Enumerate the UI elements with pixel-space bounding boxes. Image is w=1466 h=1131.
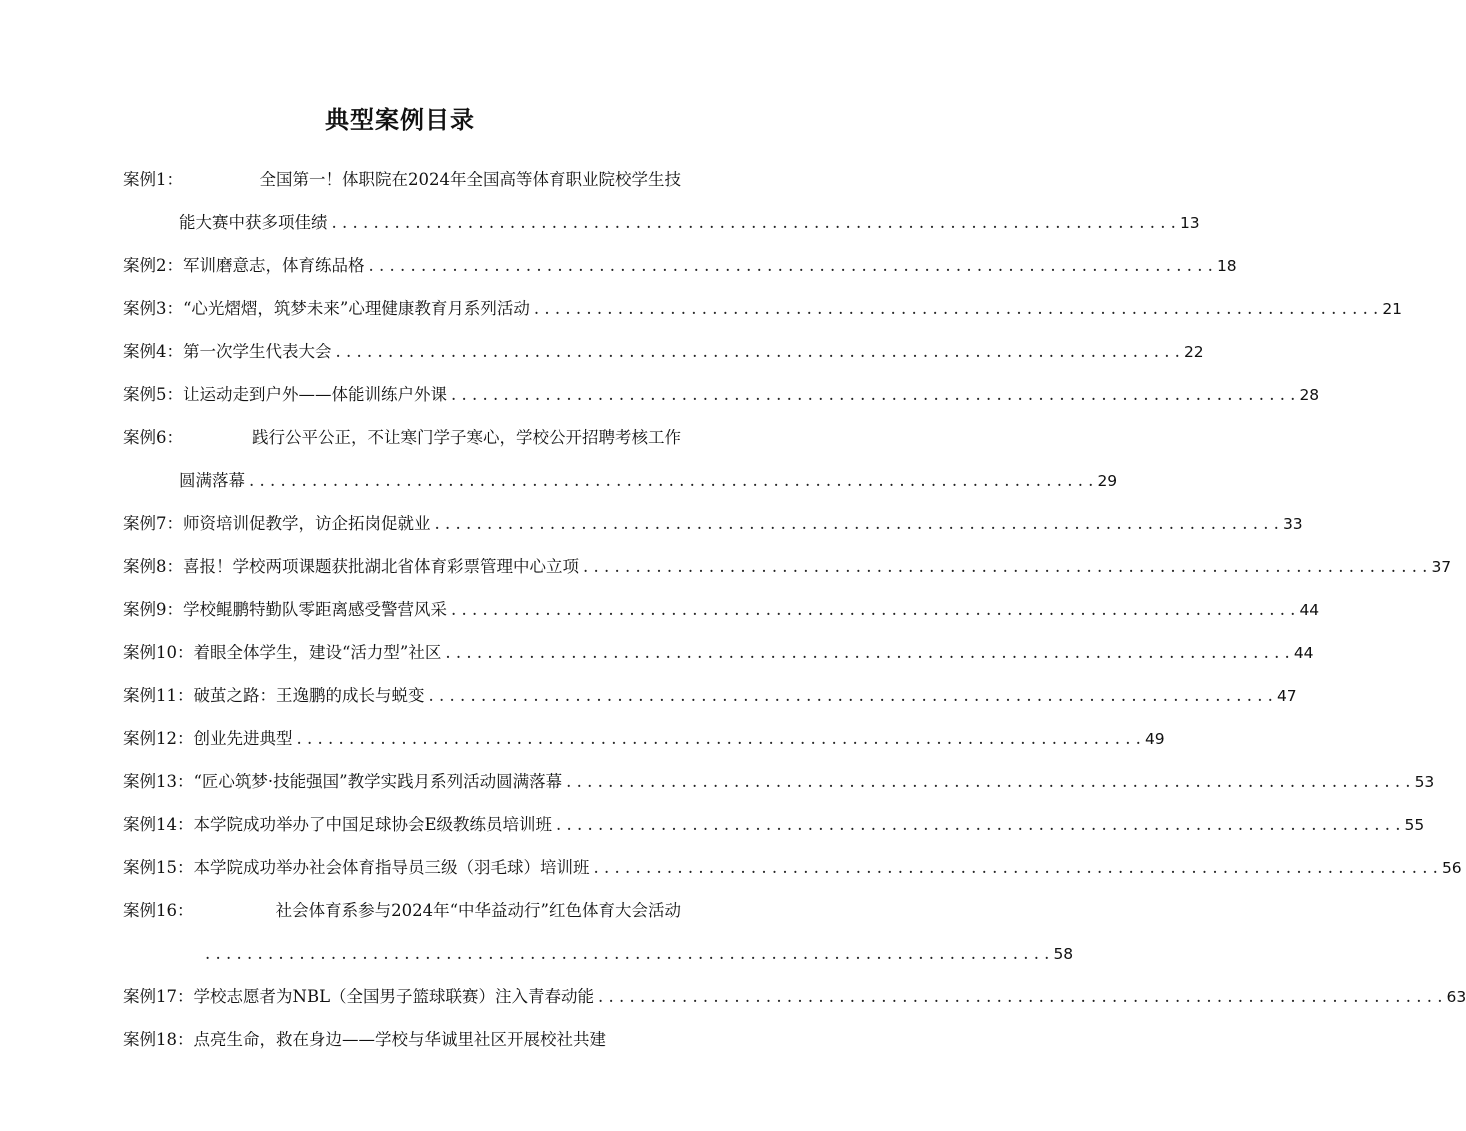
case-title: 让运动走到户外——体能训练户外课 (183, 385, 447, 404)
page-number: 22 (1183, 343, 1204, 361)
case-title: 破茧之路：王逸鹏的成长与蜕变 (193, 686, 425, 705)
dot-leader (552, 810, 1404, 839)
toc-entry-2[interactable] (123, 251, 1237, 280)
page-number: 33 (1282, 515, 1303, 533)
page-number: 53 (1414, 773, 1435, 791)
page-number: 55 (1404, 816, 1425, 834)
toc-entry-13[interactable] (123, 767, 1435, 796)
case-label: 案例16： (123, 901, 194, 920)
page-number: 28 (1299, 386, 1320, 404)
dot-leader (579, 552, 1431, 581)
page-title: 典型案例目录 (325, 106, 475, 134)
page-number: 44 (1299, 601, 1320, 619)
toc-entry-3[interactable] (123, 294, 1403, 323)
toc-entry-7[interactable] (123, 509, 1303, 538)
toc-entry-11[interactable] (123, 681, 1297, 710)
dot-leader (431, 509, 1283, 538)
page-number: 37 (1431, 558, 1452, 576)
case-title: 师资培训促教学，访企拓岗促就业 (183, 514, 431, 533)
case-title: 点亮生命，救在身边——学校与华诚里社区开展校社共建 (193, 1030, 606, 1049)
case-label: 案例12： (123, 729, 194, 748)
case-title: 军训磨意志，体育练品格 (183, 256, 365, 275)
dot-leader (245, 466, 1097, 495)
case-title-cont: 圆满落幕 (179, 471, 245, 490)
toc-entry-6[interactable] (123, 423, 1118, 495)
case-title: 第一次学生代表大会 (183, 342, 332, 361)
toc-entry-16[interactable] (123, 896, 1074, 968)
toc-entry-12[interactable] (123, 724, 1165, 753)
dot-leader (425, 681, 1277, 710)
dot-leader (447, 595, 1299, 624)
case-title: 喜报！学校两项课题获批湖北省体育彩票管理中心立项 (183, 557, 579, 576)
page-number: 13 (1179, 214, 1200, 232)
case-title: 学校鲲鹏特勤队零距离感受警营风采 (183, 600, 447, 619)
dot-leader (201, 939, 1053, 968)
page-number: 63 (1446, 988, 1466, 1006)
case-label: 案例1： (123, 170, 183, 189)
dot-leader (365, 251, 1217, 280)
case-title: “心光熠熠，筑梦未来”心理健康教育月系列活动 (183, 299, 530, 318)
case-label: 案例17： (123, 987, 194, 1006)
dot-leader (293, 724, 1145, 753)
case-label: 案例11： (123, 686, 194, 705)
toc-entry-18[interactable] (123, 1025, 681, 1054)
case-label: 案例5： (123, 385, 183, 404)
toc-entry-15[interactable] (123, 853, 1462, 882)
toc-entry-1[interactable] (123, 165, 1200, 237)
case-title: 全国第一！体职院在2024年全国高等体育职业院校学生技 (259, 170, 681, 189)
table-of-contents (123, 165, 1466, 1068)
dot-leader (590, 853, 1442, 882)
case-title-cont: 能大赛中获多项佳绩 (179, 213, 328, 232)
case-title: 本学院成功举办了中国足球协会E级教练员培训班 (193, 815, 553, 834)
case-label: 案例3： (123, 299, 183, 318)
case-label: 案例2： (123, 256, 183, 275)
page-number: 44 (1293, 644, 1314, 662)
case-label: 案例18： (123, 1030, 194, 1049)
page-number: 18 (1216, 257, 1237, 275)
case-title: 社会体育系参与2024年“中华益动行”红色体育大会活动 (275, 901, 681, 920)
toc-entry-10[interactable] (123, 638, 1314, 667)
case-title: 着眼全体学生，建设“活力型”社区 (193, 643, 442, 662)
dot-leader (530, 294, 1382, 323)
dot-leader (332, 337, 1184, 366)
case-title: 践行公平公正，不让寒门学子寒心，学校公开招聘考核工作 (252, 428, 681, 447)
dot-leader (594, 982, 1446, 1011)
dot-leader (562, 767, 1414, 796)
case-label: 案例6： (123, 428, 183, 447)
case-label: 案例7： (123, 514, 183, 533)
toc-entry-17[interactable] (123, 982, 1466, 1011)
dot-leader (328, 208, 1180, 237)
page-number: 58 (1053, 945, 1074, 963)
page-number: 49 (1144, 730, 1165, 748)
dot-leader (441, 638, 1293, 667)
page-number: 56 (1441, 859, 1462, 877)
case-label: 案例10： (123, 643, 194, 662)
dot-leader (447, 380, 1299, 409)
case-label: 案例9： (123, 600, 183, 619)
case-label: 案例8： (123, 557, 183, 576)
case-title: “匠心筑梦·技能强国”教学实践月系列活动圆满落幕 (193, 772, 563, 791)
case-title: 学校志愿者为NBL（全国男子篮球联赛）注入青春动能 (193, 987, 595, 1006)
page-number: 47 (1276, 687, 1297, 705)
case-label: 案例4： (123, 342, 183, 361)
case-title: 创业先进典型 (193, 729, 293, 748)
page-number: 21 (1382, 300, 1403, 318)
toc-entry-14[interactable] (123, 810, 1425, 839)
page-number: 29 (1097, 472, 1118, 490)
case-title: 本学院成功举办社会体育指导员三级（羽毛球）培训班 (193, 858, 590, 877)
toc-entry-4[interactable] (123, 337, 1204, 366)
toc-entry-9[interactable] (123, 595, 1320, 624)
case-label: 案例13： (123, 772, 194, 791)
case-label: 案例15： (123, 858, 194, 877)
toc-entry-5[interactable] (123, 380, 1320, 409)
case-label: 案例14： (123, 815, 194, 834)
toc-entry-8[interactable] (123, 552, 1452, 581)
